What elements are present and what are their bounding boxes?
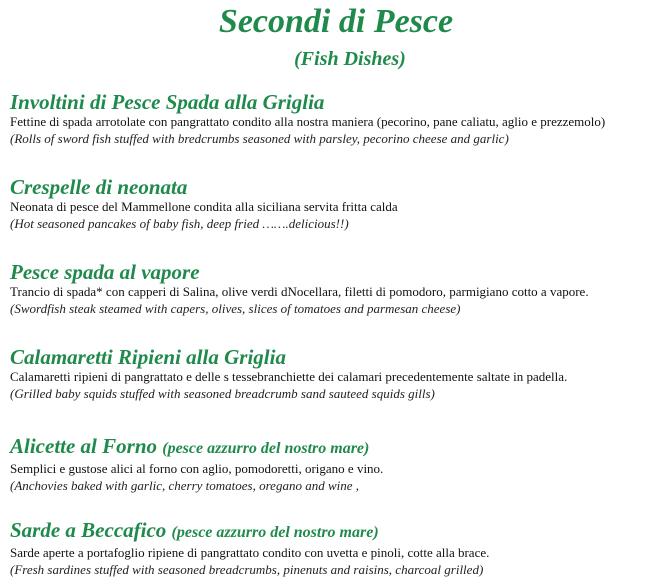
- dish-name-text: Calamaretti Ripieni alla Griglia: [10, 345, 286, 369]
- dish-description: Fettine di spada arrotolate con pangrattato condito alla nostra maniera (pecorino, pane caliatu, aglio e prezzemolo): [10, 114, 606, 129]
- dish-translation: (Swordfish steak steamed with capers, olives, slices of tomatoes and parmesan cheese): [10, 301, 461, 316]
- dish-name: [10, 519, 650, 544]
- dish-name: [10, 261, 650, 283]
- dish-note: (pesce azzurro del nostro mare): [171, 524, 379, 541]
- dish-note: (pesce azzurro del nostro mare): [162, 440, 370, 457]
- dish-description: Calamaretti ripieni di pangrattato e delle s tessebranchiette dei calamari precedentemente saltate in padella.: [10, 369, 568, 384]
- dish-translation: (Hot seasoned pancakes of baby fish, deep fried …….delicious!!): [10, 216, 349, 231]
- menu-item: [10, 519, 650, 578]
- dish-description: Neonata di pesce del Mammellone condita alla siciliana servita fritta calda: [10, 199, 398, 214]
- dish-name: [10, 91, 650, 113]
- dish-name-text: Alicette al Forno: [10, 434, 157, 458]
- dish-translation: (Rolls of sword fish stuffed with bredcrumbs seasoned with parsley, pecorino cheese and garlic): [10, 131, 509, 146]
- dish-name: [10, 435, 650, 460]
- dish-description: Trancio di spada* con capperi di Salina, olive verdi dNocellara, filetti di pomodoro, parmigiano cotto a vapore.: [10, 284, 589, 299]
- menu-item: [10, 435, 650, 494]
- menu-item: [10, 261, 650, 317]
- dish-name-text: Crespelle di neonata: [10, 175, 188, 199]
- dish-name-text: Involtini di Pesce Spada alla Griglia: [10, 90, 325, 114]
- dish-description: Sarde aperte a portafoglio ripiene di pangrattato condito con uvetta e pinoli, cotte alla brace.: [10, 545, 490, 560]
- dish-name: [10, 176, 650, 198]
- dish-name-text: Pesce spada al vapore: [10, 260, 200, 284]
- dish-translation: (Grilled baby squids stuffed with seasoned breadcrumb sand sauteed squids gills): [10, 386, 435, 401]
- page-title: Secondi di Pesce: [218, 3, 454, 40]
- menu-item: [10, 91, 650, 147]
- page-subtitle: (Fish Dishes): [294, 48, 406, 70]
- menu-item: [10, 176, 650, 232]
- menu-item: [10, 346, 650, 402]
- dish-description: Semplici e gustose alici al forno con aglio, pomodoretti, origano e vino.: [10, 461, 384, 476]
- dish-name: [10, 346, 650, 368]
- dish-translation: (Anchovies baked with garlic, cherry tomatoes, oregano and wine ,: [10, 478, 360, 493]
- dish-translation: (Fresh sardines stuffed with seasoned breadcrumbs, pinenuts and raisins, charcoal grilled): [10, 562, 484, 577]
- dish-name-text: Sarde a Beccafico: [10, 518, 167, 542]
